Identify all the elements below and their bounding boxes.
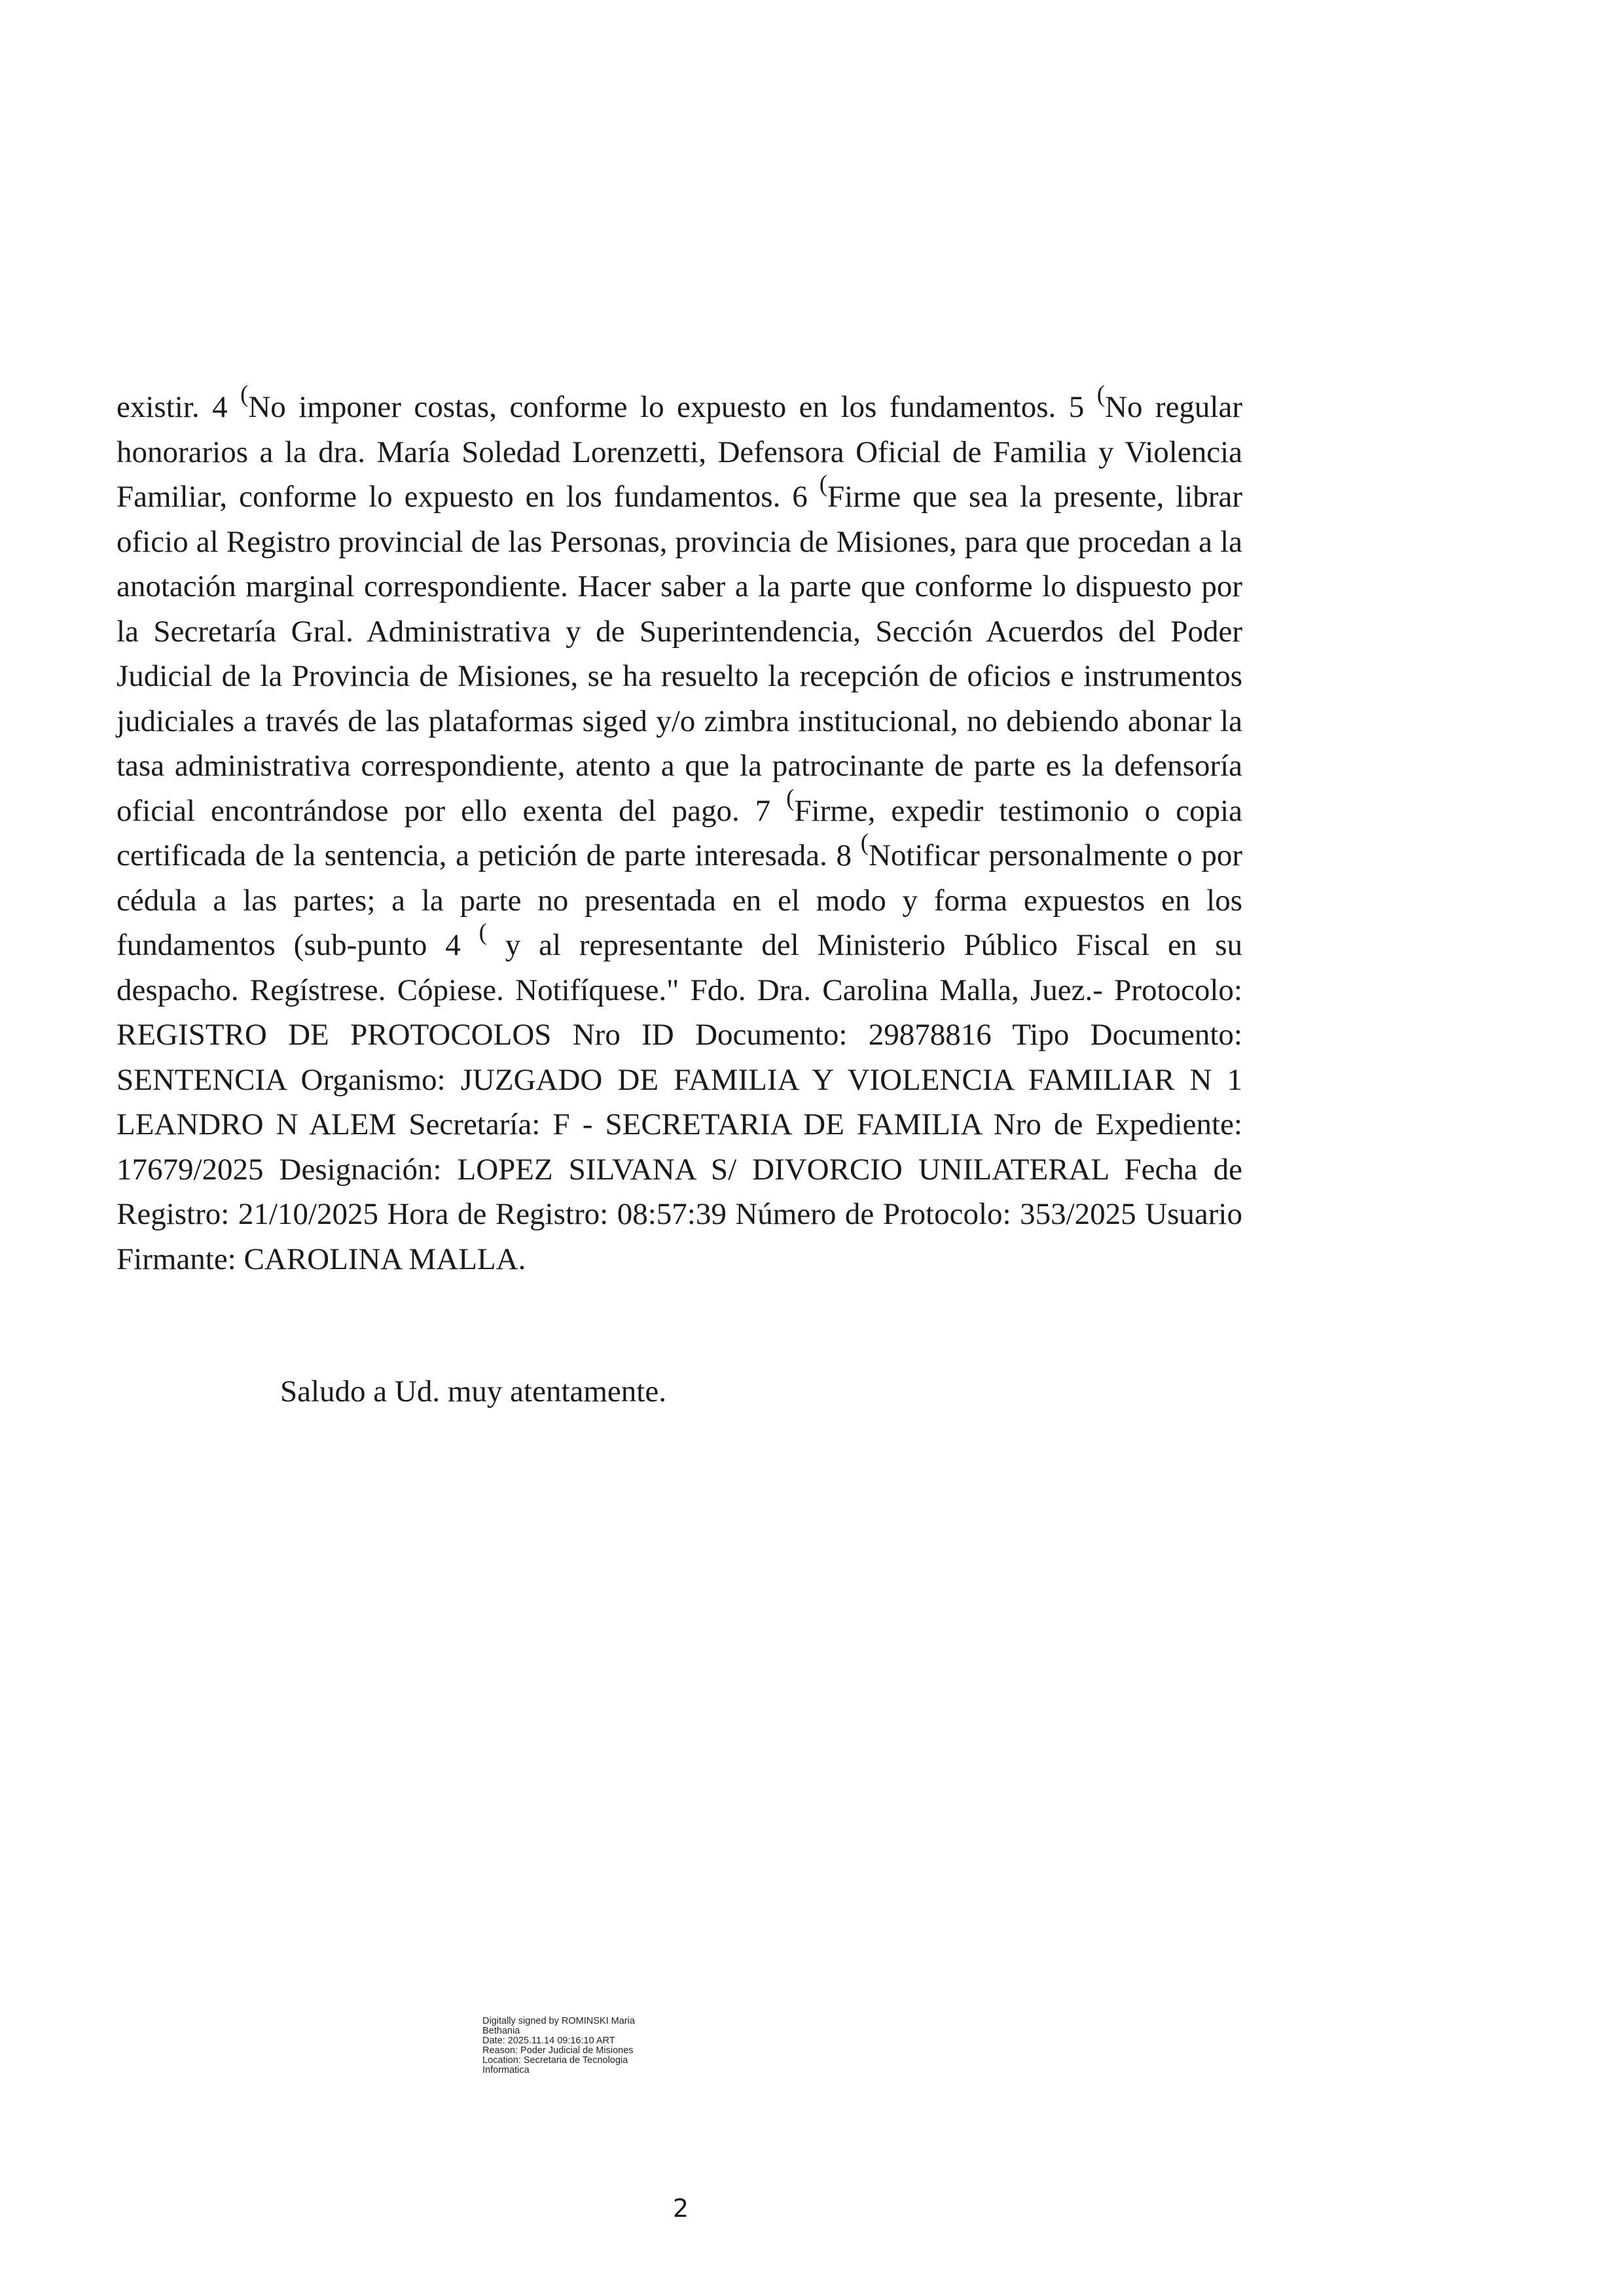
closing-salutation: Saludo a Ud. muy atentamente. [280,1374,666,1408]
signature-line: Date: 2025.11.14 09:16:10 ART [482,2036,615,2046]
signature-line: Digitally signed by ROMINSKI Maria [482,2016,635,2026]
body-text-segment: Notificar personalmente o por cédula a las partes; a la parte no presentada en el modo y forma expuestos en los fundamentos (sub-punto 4 [117,838,1242,962]
body-paragraph [117,380,1243,1282]
signature-line: Informatica [482,2065,530,2075]
digital-signature-block [482,2017,731,2075]
body-text-segment: existir. 4 [117,390,241,424]
body-text-segment: Firme, expedir testimonio o copia certificada de la sentencia, a petición de parte interesada. 8 [117,793,1242,872]
superscript-marker: ( [478,918,487,946]
signature-line: Bethania [482,2026,520,2036]
body-text-segment: No regular honorarios a la dra. María Soledad Lorenzetti, Defensora Oficial de Familia y Violencia Familiar, conforme lo expuesto en los fundamentos. 6 [117,390,1243,514]
body-text-segment: Firme que sea la presente, librar oficio al Registro provincial de las Personas, provincia de Misiones, para que procedan a la anotación marginal correspondiente. Hacer saber a la parte que conforme lo dispuesto por la Secretaría Gral. Administrativa y de Superintendencia, Sección Acuerdos del Poder Judicial de la Provincia de Misiones, se ha resuelto la recepción de oficios e instrumentos judiciales a través de las plataformas siged y/o zimbra institucional, no debiendo abonar la tasa administrativa correspondiente, atento a que la patrocinante de parte es la defensoría oficial encontrándose por ello exenta del pago. 7 [117,480,1242,828]
superscript-marker: ( [860,829,869,856]
page-number: 2 [672,2194,689,2223]
body-text-segment: No imponer costas, conforme lo expuesto en los fundamentos. 5 [248,390,1097,424]
signature-line: Reason: Poder Judicial de Misiones [482,2045,634,2056]
superscript-marker: ( [819,470,827,497]
superscript-marker: ( [240,380,249,408]
body-text-segment: y al representante del Ministerio Público Fiscal en su despacho. Regístrese. Cópiese. Notifíquese." Fdo. Dra. Carolina Malla, Juez.- Protocolo: REGISTRO DE PROTOCOLOS Nro ID Documento: 29878816 Tipo Documento: SENTENCIA Organismo: JUZGADO DE FAMILIA Y VIOLENCIA FAMILIAR N 1 LEANDRO N ALEM Secretaría: F - SECRETARIA DE FAMILIA Nro de Expediente: 17679/2025 Designación: LOPEZ SILVANA S/ DIVORCIO UNILATERAL Fecha de Registro: 21/10/2025 Hora de Registro: 08:57:39 Número de Protocolo: 353/2025 Usuario Firmante: CAROLINA MALLA. [117,928,1242,1276]
superscript-marker: ( [786,783,795,811]
signature-line: Location: Secretaria de Tecnologia [482,2055,628,2066]
superscript-marker: ( [1096,380,1105,408]
